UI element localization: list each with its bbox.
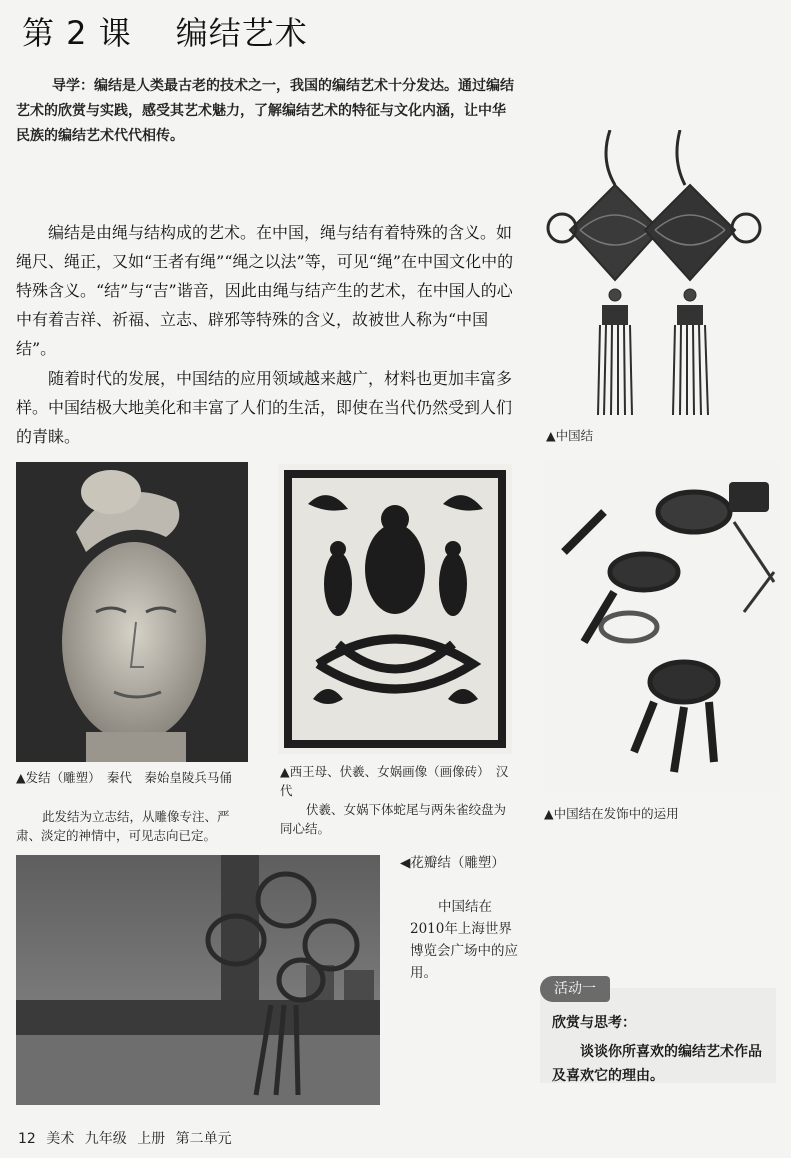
activity-text: 谈谈你所喜欢的编结艺术作品及喜欢它的理由。 (552, 1044, 762, 1084)
hair-ornament-caption: ▲中国结在发饰中的运用 (544, 806, 679, 821)
hair-ornament-photo (544, 462, 778, 792)
body-paragraph-1: 编结是由绳与结构成的艺术。在中国，绳与结有着特殊的含义。如绳尺、绳正，又如“王者有绳”“绳之以法”等，可见“绳”在中国文化中的特殊含义。“结”与“吉”谐音，因此由绳与结产生的艺术，在中国人的心中有着吉祥、祈福、立志、辟邪等特殊的含义，故被世人称为“中国结”。 (16, 223, 514, 358)
lesson-number: 第 2 课 (22, 14, 132, 52)
terracotta-warrior-image (16, 462, 248, 762)
petal-knot-note: 中国结在2010年上海世界博览会广场中的应用。 (410, 899, 518, 981)
petal-knot-image (16, 855, 380, 1105)
footer-subject: 美术 (46, 1131, 75, 1147)
brick-painting-image (278, 464, 512, 754)
activity-tag: 活动一 (540, 976, 610, 1002)
hair-ornament-image (544, 462, 778, 792)
intro-label: 导学： (52, 78, 94, 94)
petal-knot-photo (16, 855, 380, 1105)
page-footer (18, 1128, 232, 1148)
lesson-name: 编结艺术 (175, 14, 308, 52)
chinese-knot-photo (540, 130, 780, 420)
sculpture-photo (16, 462, 248, 762)
intro-paragraph (16, 74, 516, 149)
brick-caption: ▲西王母、伏羲、女娲画像（画像砖） 汉代 (280, 764, 509, 798)
footer-grade: 九年级 (84, 1131, 127, 1147)
body-paragraph-2: 随着时代的发展，中国结的应用领域越来越广，材料也更加丰富多样。中国结极大地美化和丰富了人们的生活，即使在当代仍然受到人们的青睐。 (16, 369, 513, 446)
brick-note: 伏羲、女娲下体蛇尾与两朱雀绞盘为同心结。 (280, 802, 507, 836)
chinese-knot-caption: ▲中国结 (546, 428, 594, 443)
lesson-title (22, 8, 308, 54)
brick-painting-photo (278, 464, 512, 754)
footer-unit: 第二单元 (175, 1131, 232, 1147)
footer-volume: 上册 (137, 1131, 166, 1147)
page-number: 12 (18, 1131, 36, 1147)
intro-text: 编结是人类最古老的技术之一，我国的编结艺术十分发达。通过编结艺术的欣赏与实践，感受其艺术魅力，了解编结艺术的特征与文化内涵，让中华民族的编结艺术代代相传。 (16, 78, 514, 144)
chinese-knot-image (540, 130, 780, 420)
sculpture-caption: ▲发结（雕塑） 秦代 秦始皇陵兵马俑 (16, 770, 232, 785)
petal-knot-caption: ◀花瓣结（雕塑） (400, 855, 505, 871)
sculpture-note: 此发结为立志结，从雕像专注、严肃、淡定的神情中，可见志向已定。 (16, 809, 230, 843)
activity-heading: 欣赏与思考： (552, 1015, 636, 1031)
